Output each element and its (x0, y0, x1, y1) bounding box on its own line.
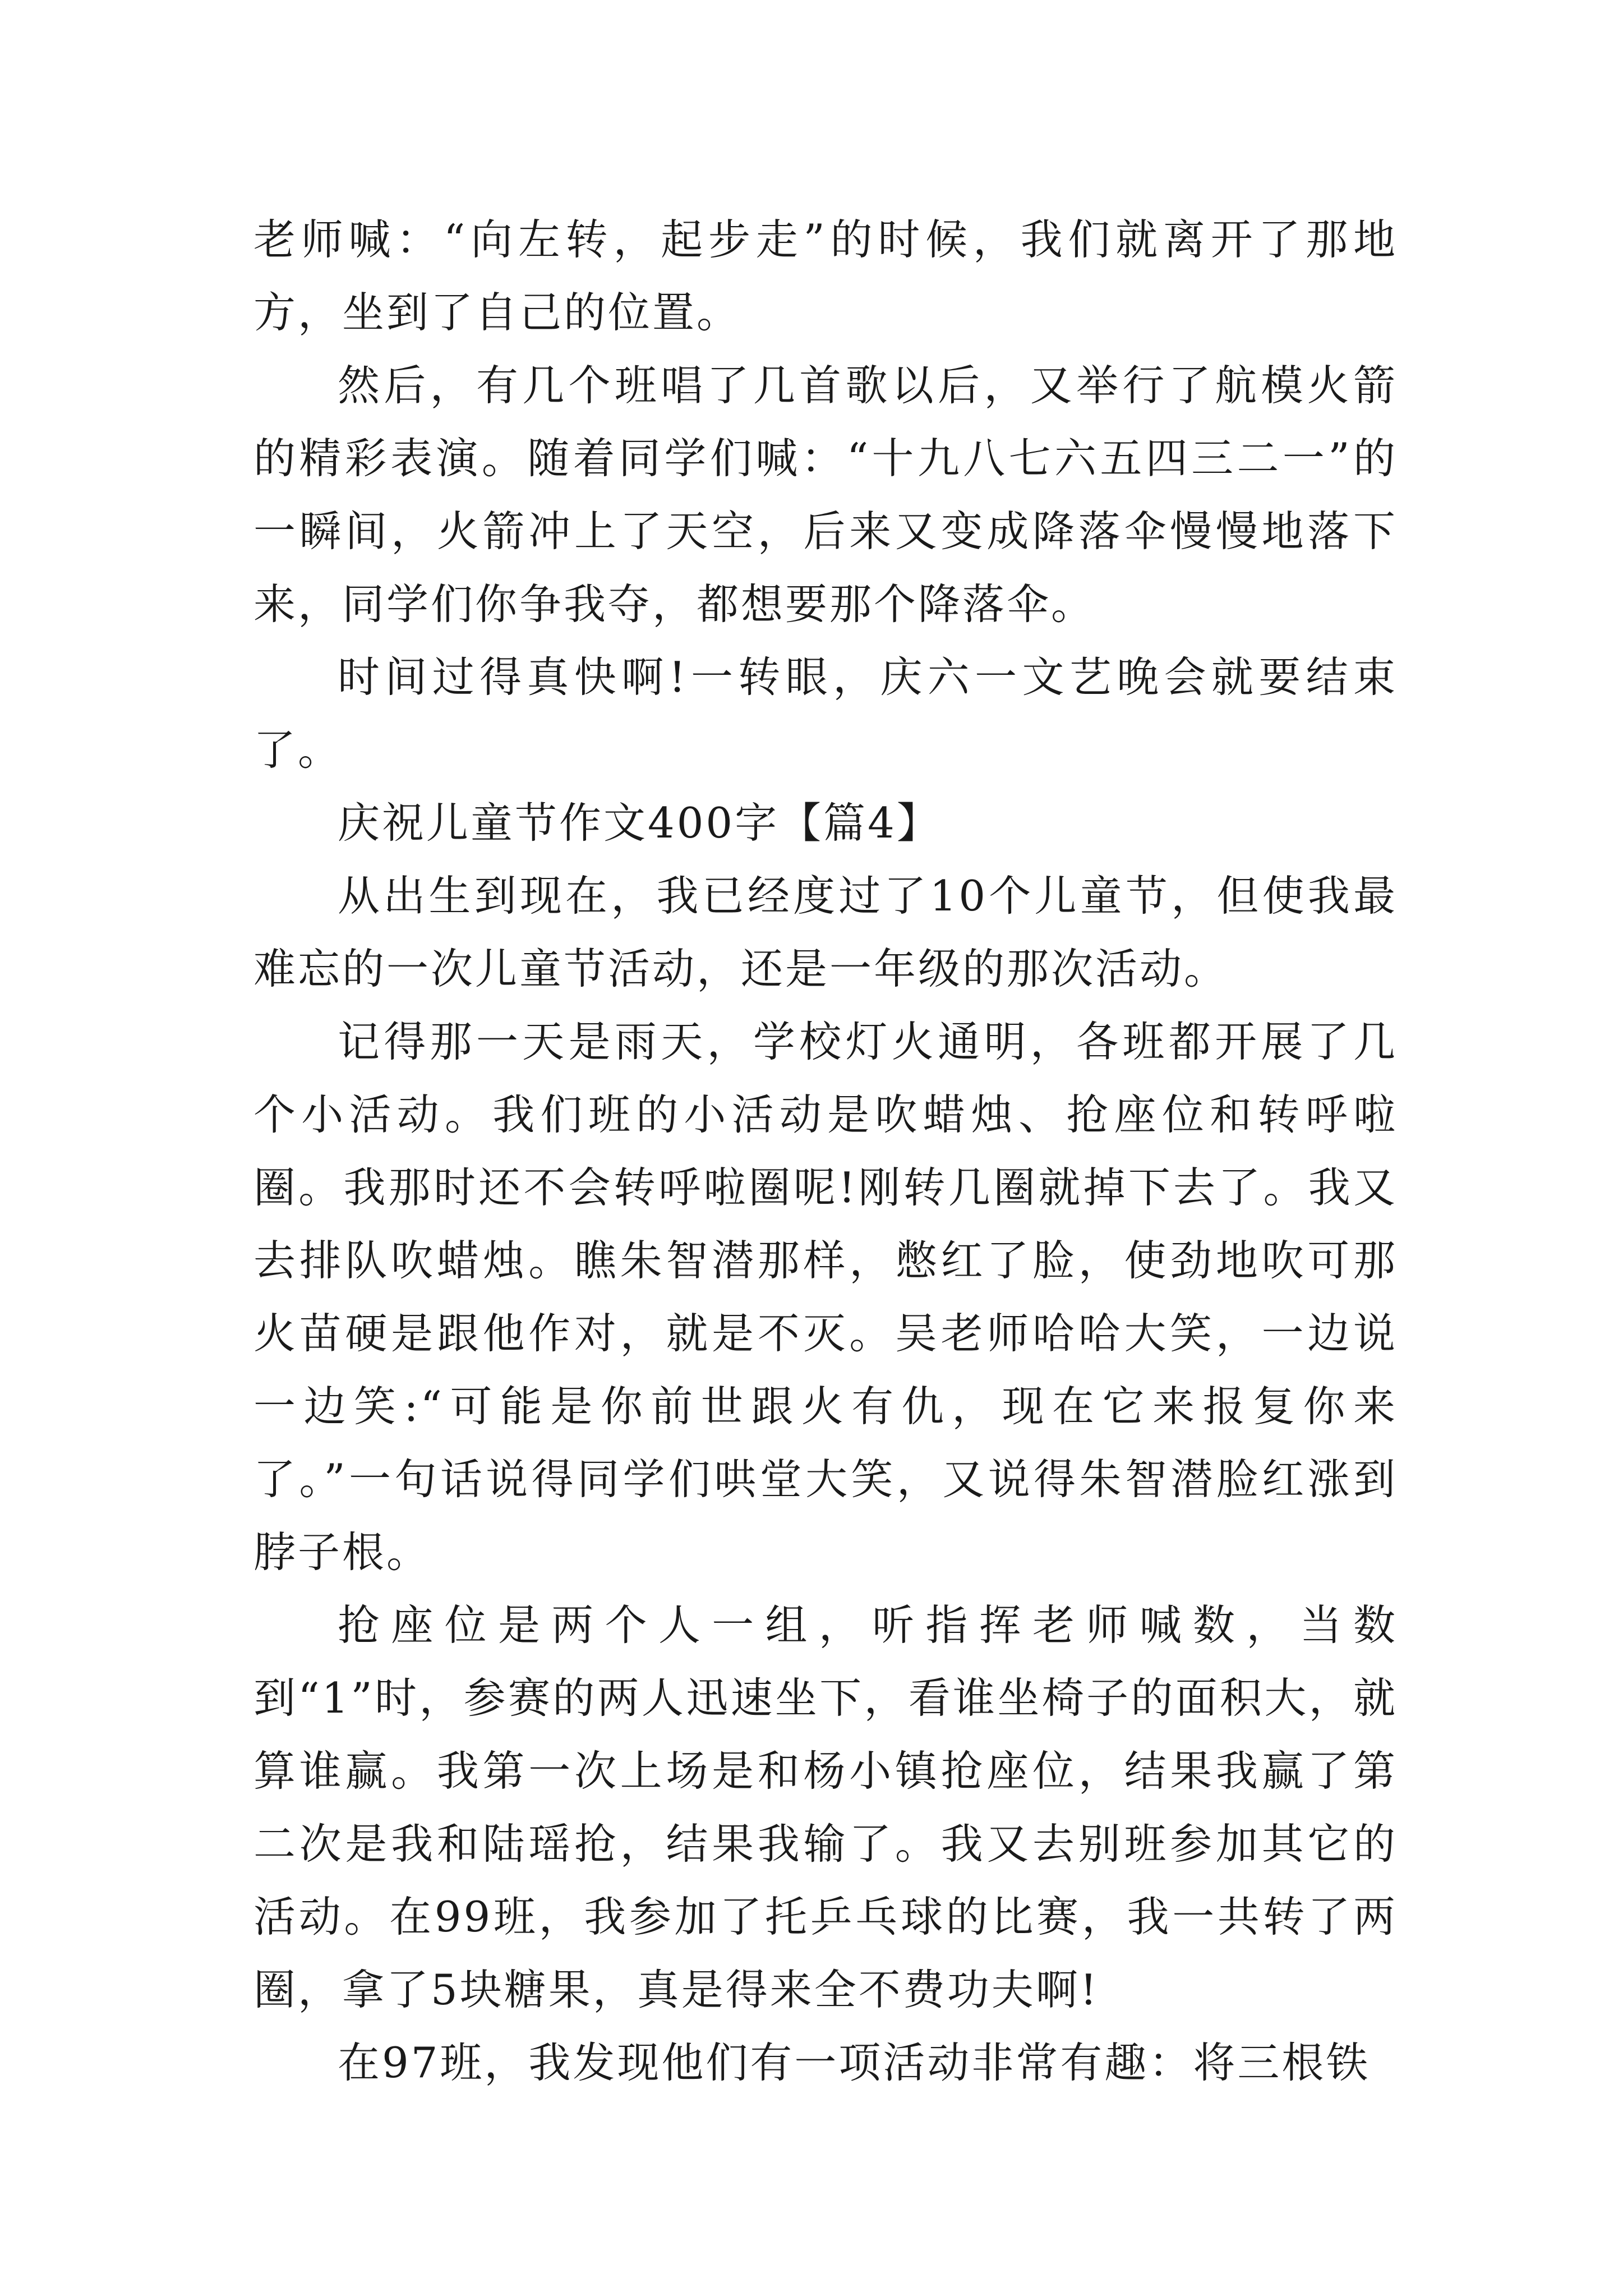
paragraph: 然后，有几个班唱了几首歌以后，又举行了航模火箭的精彩表演。随着同学们喊：“十九八七六五四三二一”的一瞬间，火箭冲上了天空，后来又变成降落伞慢慢地落下来，同学们你争我夺，都想要那个降落伞。 (253, 361, 1398, 629)
section-heading: 庆祝儿童节作文400字【篇4】 (338, 798, 941, 848)
paragraph: 在97班，我发现他们有一项活动非常有趣：将三根铁 (338, 2038, 1371, 2087)
paragraph: 记得那一天是雨天，学校灯火通明，各班都开展了几个小活动。我们班的小活动是吹蜡烛、抢座位和转呼啦圈。我那时还不会转呼啦圈呢!刚转几圈就掉下去了。我又去排队吹蜡烛。瞧朱智潜那样，憋红了脸，使劲地吹可那火苗硬是跟他作对，就是不灭。吴老师哈哈大笑，一边说一边笑:“可能是你前世跟火有仇，现在它来报复你来了。”一句话说得同学们哄堂大笑，又说得朱智潜脸红涨到脖子根。 (253, 1017, 1398, 1577)
paragraph: 从出生到现在，我已经度过了10个儿童节，但使我最难忘的一次儿童节活动，还是一年级的那次活动。 (253, 871, 1398, 993)
paragraph: 抢座位是两个人一组，听指挥老师喊数，当数到“1”时，参赛的两人迅速坐下，看谁坐椅子的面积大，就算谁赢。我第一次上场是和杨小镇抢座位，结果我赢了第二次是我和陆瑶抢，结果我输了。我又去别班参加其它的活动。在99班，我参加了托乒乓球的比赛，我一共转了两圈，拿了5块糖果，真是得来全不费功夫啊! (253, 1600, 1398, 2014)
paragraph: 时间过得真快啊!一转眼，庆六一文艺晚会就要结束了。 (253, 652, 1398, 775)
paragraph: 老师喊：“向左转，起步走”的时候，我们就离开了那地方，坐到了自己的位置。 (253, 215, 1398, 337)
document-body (253, 203, 1398, 2099)
